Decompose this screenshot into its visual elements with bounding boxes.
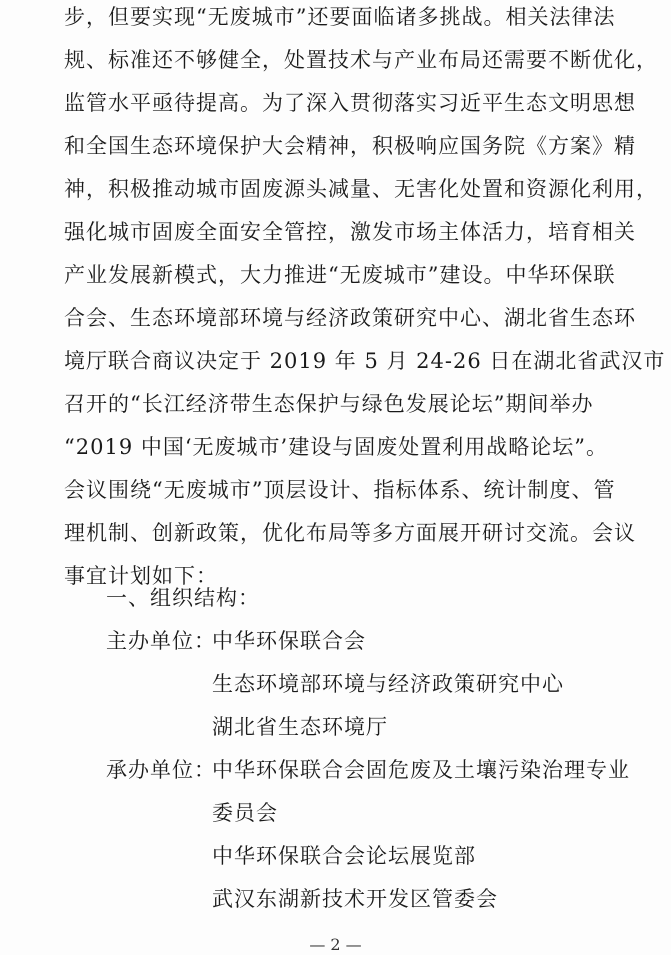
paragraph-line: 召开的“长江经济带生态保护与绿色发展论坛”期间举办: [64, 392, 594, 416]
paragraph-line: 合会、生态环境部环境与经济政策研究中心、湖北省生态环: [64, 306, 636, 330]
paragraph-line: 产业发展新模式，大力推进“无废城市”建设。中华环保联: [64, 263, 616, 287]
paragraph-line: 会议围绕“无废城市”顶层设计、指标体系、统计制度、管: [64, 478, 616, 502]
undertake-item: 中华环保联合会固危废及土壤污染治理专业: [212, 758, 630, 782]
undertake-label: 承办单位：: [106, 758, 216, 782]
undertake-item: 委员会: [212, 801, 278, 825]
undertake-item: 中华环保联合会论坛展览部: [212, 844, 476, 868]
section-heading: 一、组织结构：: [106, 586, 260, 610]
host-item: 湖北省生态环境厅: [212, 715, 388, 739]
page-number: — 2 —: [309, 935, 362, 954]
paragraph-line: 境厅联合商议决定于 2019 年 5 月 24-26 日在湖北省武汉市: [64, 349, 666, 373]
paragraph-line: 和全国生态环境保护大会精神，积极响应国务院《方案》精: [64, 134, 636, 158]
paragraph-line: 强化城市固废全面安全管控，激发市场主体活力，培育相关: [64, 220, 636, 244]
paragraph-line: 步，但要实现“无废城市”还要面临诸多挑战。相关法律法: [64, 5, 616, 29]
paragraph-line: 理机制、创新政策，优化布局等多方面展开研讨交流。会议: [64, 521, 636, 545]
paragraph-line: 神，积极推动城市固废源头减量、无害化处置和资源化利用，: [64, 177, 658, 201]
host-item: 中华环保联合会: [212, 629, 366, 653]
paragraph-line: “2019 中国‘无废城市’建设与固废处置利用战略论坛”。: [64, 435, 608, 459]
host-item: 生态环境部环境与经济政策研究中心: [212, 672, 564, 696]
paragraph-line: 监管水平亟待提高。为了深入贯彻落实习近平生态文明思想: [64, 91, 636, 115]
undertake-item: 武汉东湖新技术开发区管委会: [212, 887, 498, 911]
paragraph-line: 规、标准还不够健全，处置技术与产业布局还需要不断优化，: [64, 48, 658, 72]
paragraph-line: 事宜计划如下：: [64, 564, 218, 588]
host-label: 主办单位：: [106, 629, 216, 653]
